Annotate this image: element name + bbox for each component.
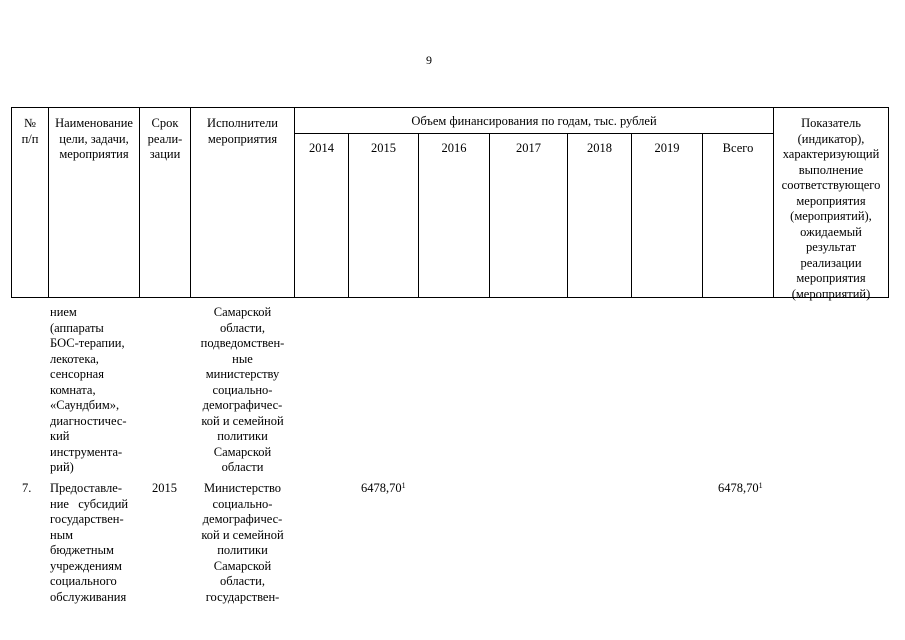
header-name: Наименование цели, задачи, мероприятия: [55, 116, 133, 161]
row-7-name: Предоставле- ние субсидий государствен- ным бюджетным учреждениям социального обслуживания: [50, 481, 129, 604]
header-year-2019: 2019: [654, 141, 680, 155]
row-7-value-2015: 6478,70$^1$: [361, 481, 406, 495]
footnote-mark: 1: [401, 481, 406, 490]
row-7-executors: Министерство социально- демографичес- кой и семейной политики Самарской области, государствен-: [201, 481, 284, 604]
year-divider: [418, 133, 419, 298]
header-year-2016: 2016: [441, 141, 467, 155]
header-year-2015: 2015: [371, 141, 396, 155]
col-divider: [294, 107, 295, 298]
row-cont-executors: Самарской области, подведомствен- ные министерству социально- демографичес- кой и семейной политики Самарской области: [200, 305, 285, 474]
table-top-border: [11, 107, 889, 108]
header-indicator: Показатель (индикатор), характеризующий выполнение соответствующего мероприятия (мероприятий), ожидаемый результат реализации мероприятия (мероприятий): [781, 116, 881, 301]
header-year-2017: 2017: [516, 141, 541, 155]
header-year-2014: 2014: [309, 141, 334, 155]
year-divider: [702, 133, 703, 298]
header-bottom-border: [11, 297, 889, 298]
footnote-mark: 1: [758, 481, 763, 490]
header-year-2018: 2018: [587, 141, 612, 155]
row-cont-name: нием (аппараты БОС-терапии, лекотека, сенсорная комната, «Саундбим», диагностичес- кий инструмента- рий): [50, 305, 127, 474]
header-executors: Исполнители мероприятия: [207, 116, 278, 146]
header-term: Срок реали- зации: [147, 116, 183, 161]
header-num: № п/п: [21, 116, 39, 146]
row-7-num: 7.: [22, 481, 32, 495]
year-divider: [348, 133, 349, 298]
year-divider: [489, 133, 490, 298]
page-number: 9: [426, 53, 432, 67]
header-total: Всего: [722, 141, 754, 155]
table-right-border: [888, 107, 889, 298]
row-7-value-total: 6478,70$^1$: [718, 481, 763, 495]
year-divider: [631, 133, 632, 298]
year-divider: [567, 133, 568, 298]
row-7-term: 2015: [152, 481, 177, 495]
header-funding: Объем финансирования по годам, тыс. рублей: [411, 114, 657, 128]
